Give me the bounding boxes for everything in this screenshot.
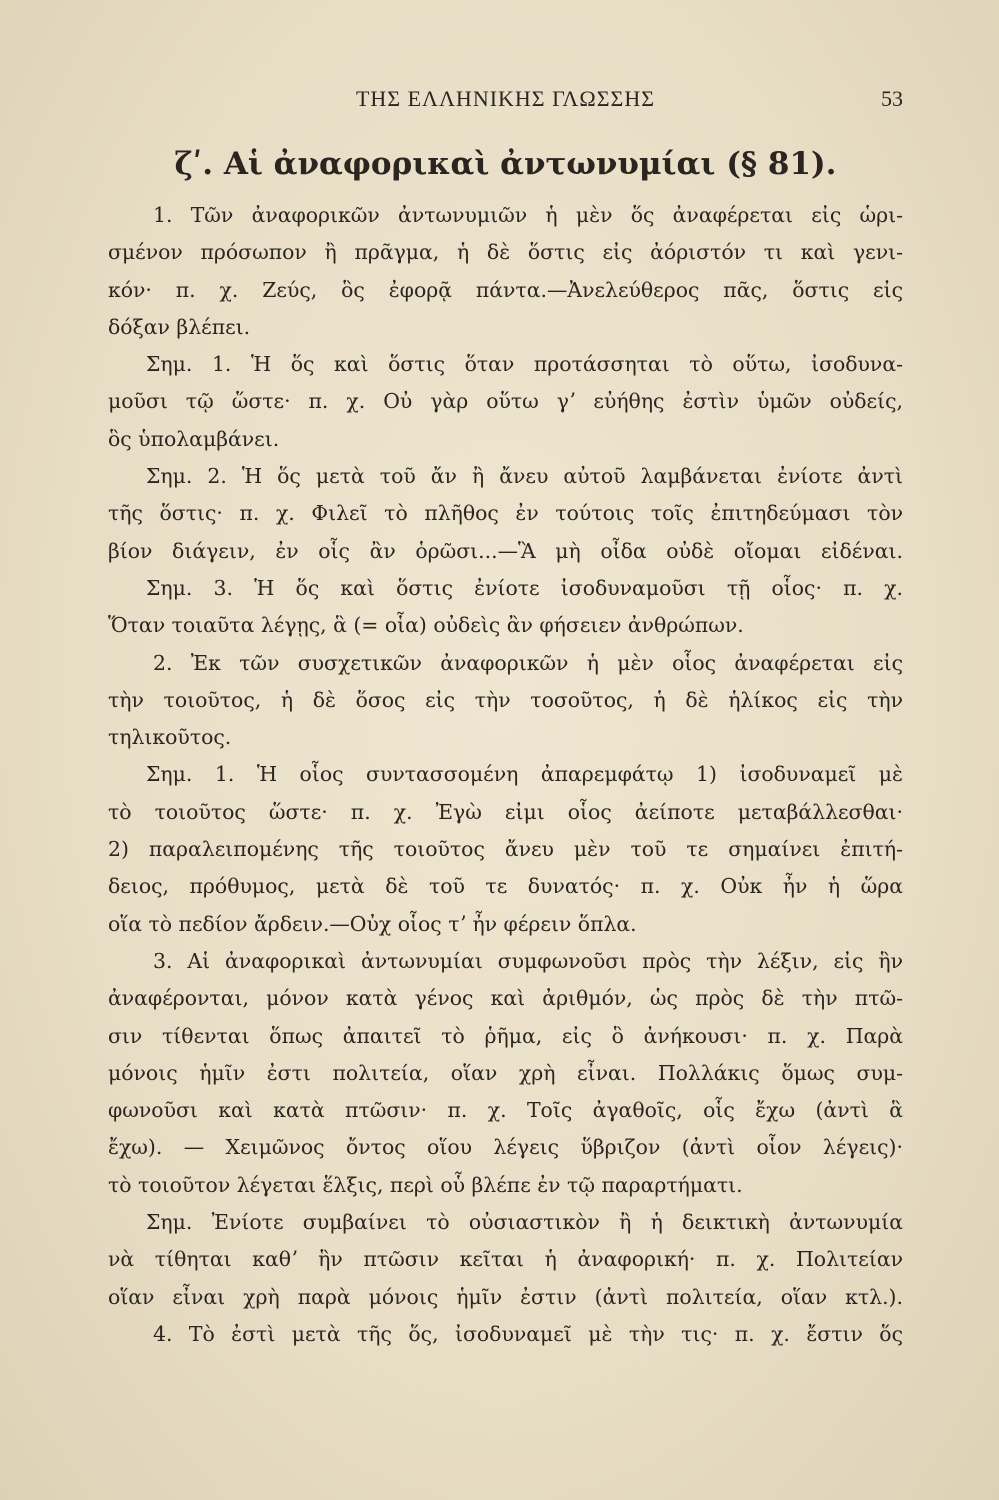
text-line: τῆς ὅστις· π. χ. Φιλεῖ τὸ πλῆθος ἐν τούτοις τοῖς ἐπιτηδεύμασι τὸν [108,501,903,526]
section-heading: ζʹ. Αἱ ἀναφορικαὶ ἀντωνυμίαι (§ 81). [174,146,837,182]
text-line: δειος, πρόθυμος, μετὰ δὲ τοῦ τε δυνατός· π. χ. Οὐκ ἦν ἡ ὥρα [108,874,903,899]
text-line: ἔχω). — Χειμῶνος ὄντος οἵου λέγεις ὕβριζον (ἀντὶ οἷον λέγεις)· [108,1135,903,1160]
page-number: 53 [881,86,903,111]
text-line: Σημ. 3. Ἡ ὅς καὶ ὅστις ἐνίοτε ἰσοδυναμοῦσι τῇ οἷος· π. χ. [146,575,903,600]
text-line: ἀναφέρονται, μόνον κατὰ γένος καὶ ἀριθμόν, ὡς πρὸς δὲ τὴν πτῶ- [108,986,903,1011]
running-title: ΤΗΣ ΕΛΛΗΝΙΚΗΣ ΓΛΩΣΣΗΣ [355,86,656,111]
page-header [108,86,903,116]
text-line: σμένον πρόσωπον ἢ πρᾶγμα, ἡ δὲ ὅστις εἰς ἀόριστόν τι καὶ γενι- [108,240,903,265]
text-line: Σημ. 1. Ἡ ὅς καὶ ὅστις ὅταν προτάσσηται τὸ οὕτω, ἰσοδυνα- [146,352,903,377]
text-line: 2) παραλειπομένης τῆς τοιοῦτος ἄνευ μὲν τοῦ τε σημαίνει ἐπιτή- [108,837,903,862]
text-line: μόνοις ἡμῖν ἐστι πολιτεία, οἵαν χρὴ εἶναι. Πολλάκις ὅμως συμ- [108,1060,903,1085]
text-line: Ὅταν τοιαῦτα λέγῃς, ἃ (= οἷα) οὐδεὶς ἂν φήσειεν ἀνθρώπων. [108,613,744,638]
text-line: νὰ τίθηται καθʼ ἣν πτῶσιν κεῖται ἡ ἀναφορική· π. χ. Πολιτείαν [108,1247,903,1272]
text-line: κόν· π. χ. Ζεύς, ὃς ἐφορᾷ πάντα.—Ἀνελεύθερος πᾶς, ὅστις εἰς [108,277,903,302]
text-line: 3. Αἱ ἀναφορικαὶ ἀντωνυμίαι συμφωνοῦσι πρὸς τὴν λέξιν, εἰς ἣν [153,948,903,973]
text-line: Σημ. 1. Ἡ οἷος συντασσομένη ἀπαρεμφάτῳ 1) ἰσοδυναμεῖ μὲ [146,762,903,787]
text-line: τὸ τοιοῦτος ὥστε· π. χ. Ἐγὼ εἰμι οἷος ἀείποτε μεταβάλλεσθαι· [108,799,903,824]
text-line: οἵαν εἶναι χρὴ παρὰ μόνοις ἡμῖν ἐστιν (ἀντὶ πολιτεία, οἵαν κτλ.). [108,1284,903,1309]
text-line: 1. Τῶν ἀναφορικῶν ἀντωνυμιῶν ἡ μὲν ὅς ἀναφέρεται εἰς ὡρι- [153,203,903,227]
text-line: μοῦσι τῷ ὥστε· π. χ. Οὐ γὰρ οὕτω γʼ εὐήθης ἐστὶν ὑμῶν οὐδείς, [108,389,903,414]
text-line: τὴν τοιοῦτος, ἡ δὲ ὅσος εἰς τὴν τοσοῦτος, ἡ δὲ ἡλίκος εἰς τὴν [108,687,903,712]
text-line: δόξαν βλέπει. [108,314,251,339]
text-line: σιν τίθενται ὅπως ἀπαιτεῖ τὸ ῥῆμα, εἰς ὃ ἀνήκουσι· π. χ. Παρὰ [108,1023,903,1048]
text-line: 4. Τὸ ἐστὶ μετὰ τῆς ὅς, ἰσοδυναμεῖ μὲ τὴν τις· π. χ. ἔστιν ὅς [153,1321,903,1346]
body-text [108,197,903,1353]
text-line: τηλικοῦτος. [108,725,232,750]
text-line: φωνοῦσι καὶ κατὰ πτῶσιν· π. χ. Τοῖς ἀγαθοῖς, οἷς ἔχω (ἀντὶ ἃ [108,1098,903,1123]
text-line: 2. Ἐκ τῶν συσχετικῶν ἀναφορικῶν ἡ μὲν οἷος ἀναφέρεται εἰς [153,650,903,675]
text-line: ὃς ὑπολαμβάνει. [108,426,280,451]
text-line: οἵα τὸ πεδίον ἄρδειν.—Οὐχ οἷος τʼ ἦν φέρειν ὅπλα. [108,911,637,936]
text-line: βίον διάγειν, ἐν οἷς ἂν ὁρῶσι...—Ἃ μὴ οἶδα οὐδὲ οἴομαι εἰδέναι. [108,538,903,563]
text-line: Σημ. Ἐνίοτε συμβαίνει τὸ οὐσιαστικὸν ἢ ἡ δεικτικὴ ἀντωνυμία [146,1210,903,1235]
text-line: τὸ τοιοῦτον λέγεται ἕλξις, περὶ οὗ βλέπε ἐν τῷ παραρτήματι. [108,1172,743,1197]
text-line: Σημ. 2. Ἡ ὅς μετὰ τοῦ ἄν ἢ ἄνευ αὐτοῦ λαμβάνεται ἐνίοτε ἀντὶ [146,464,903,489]
